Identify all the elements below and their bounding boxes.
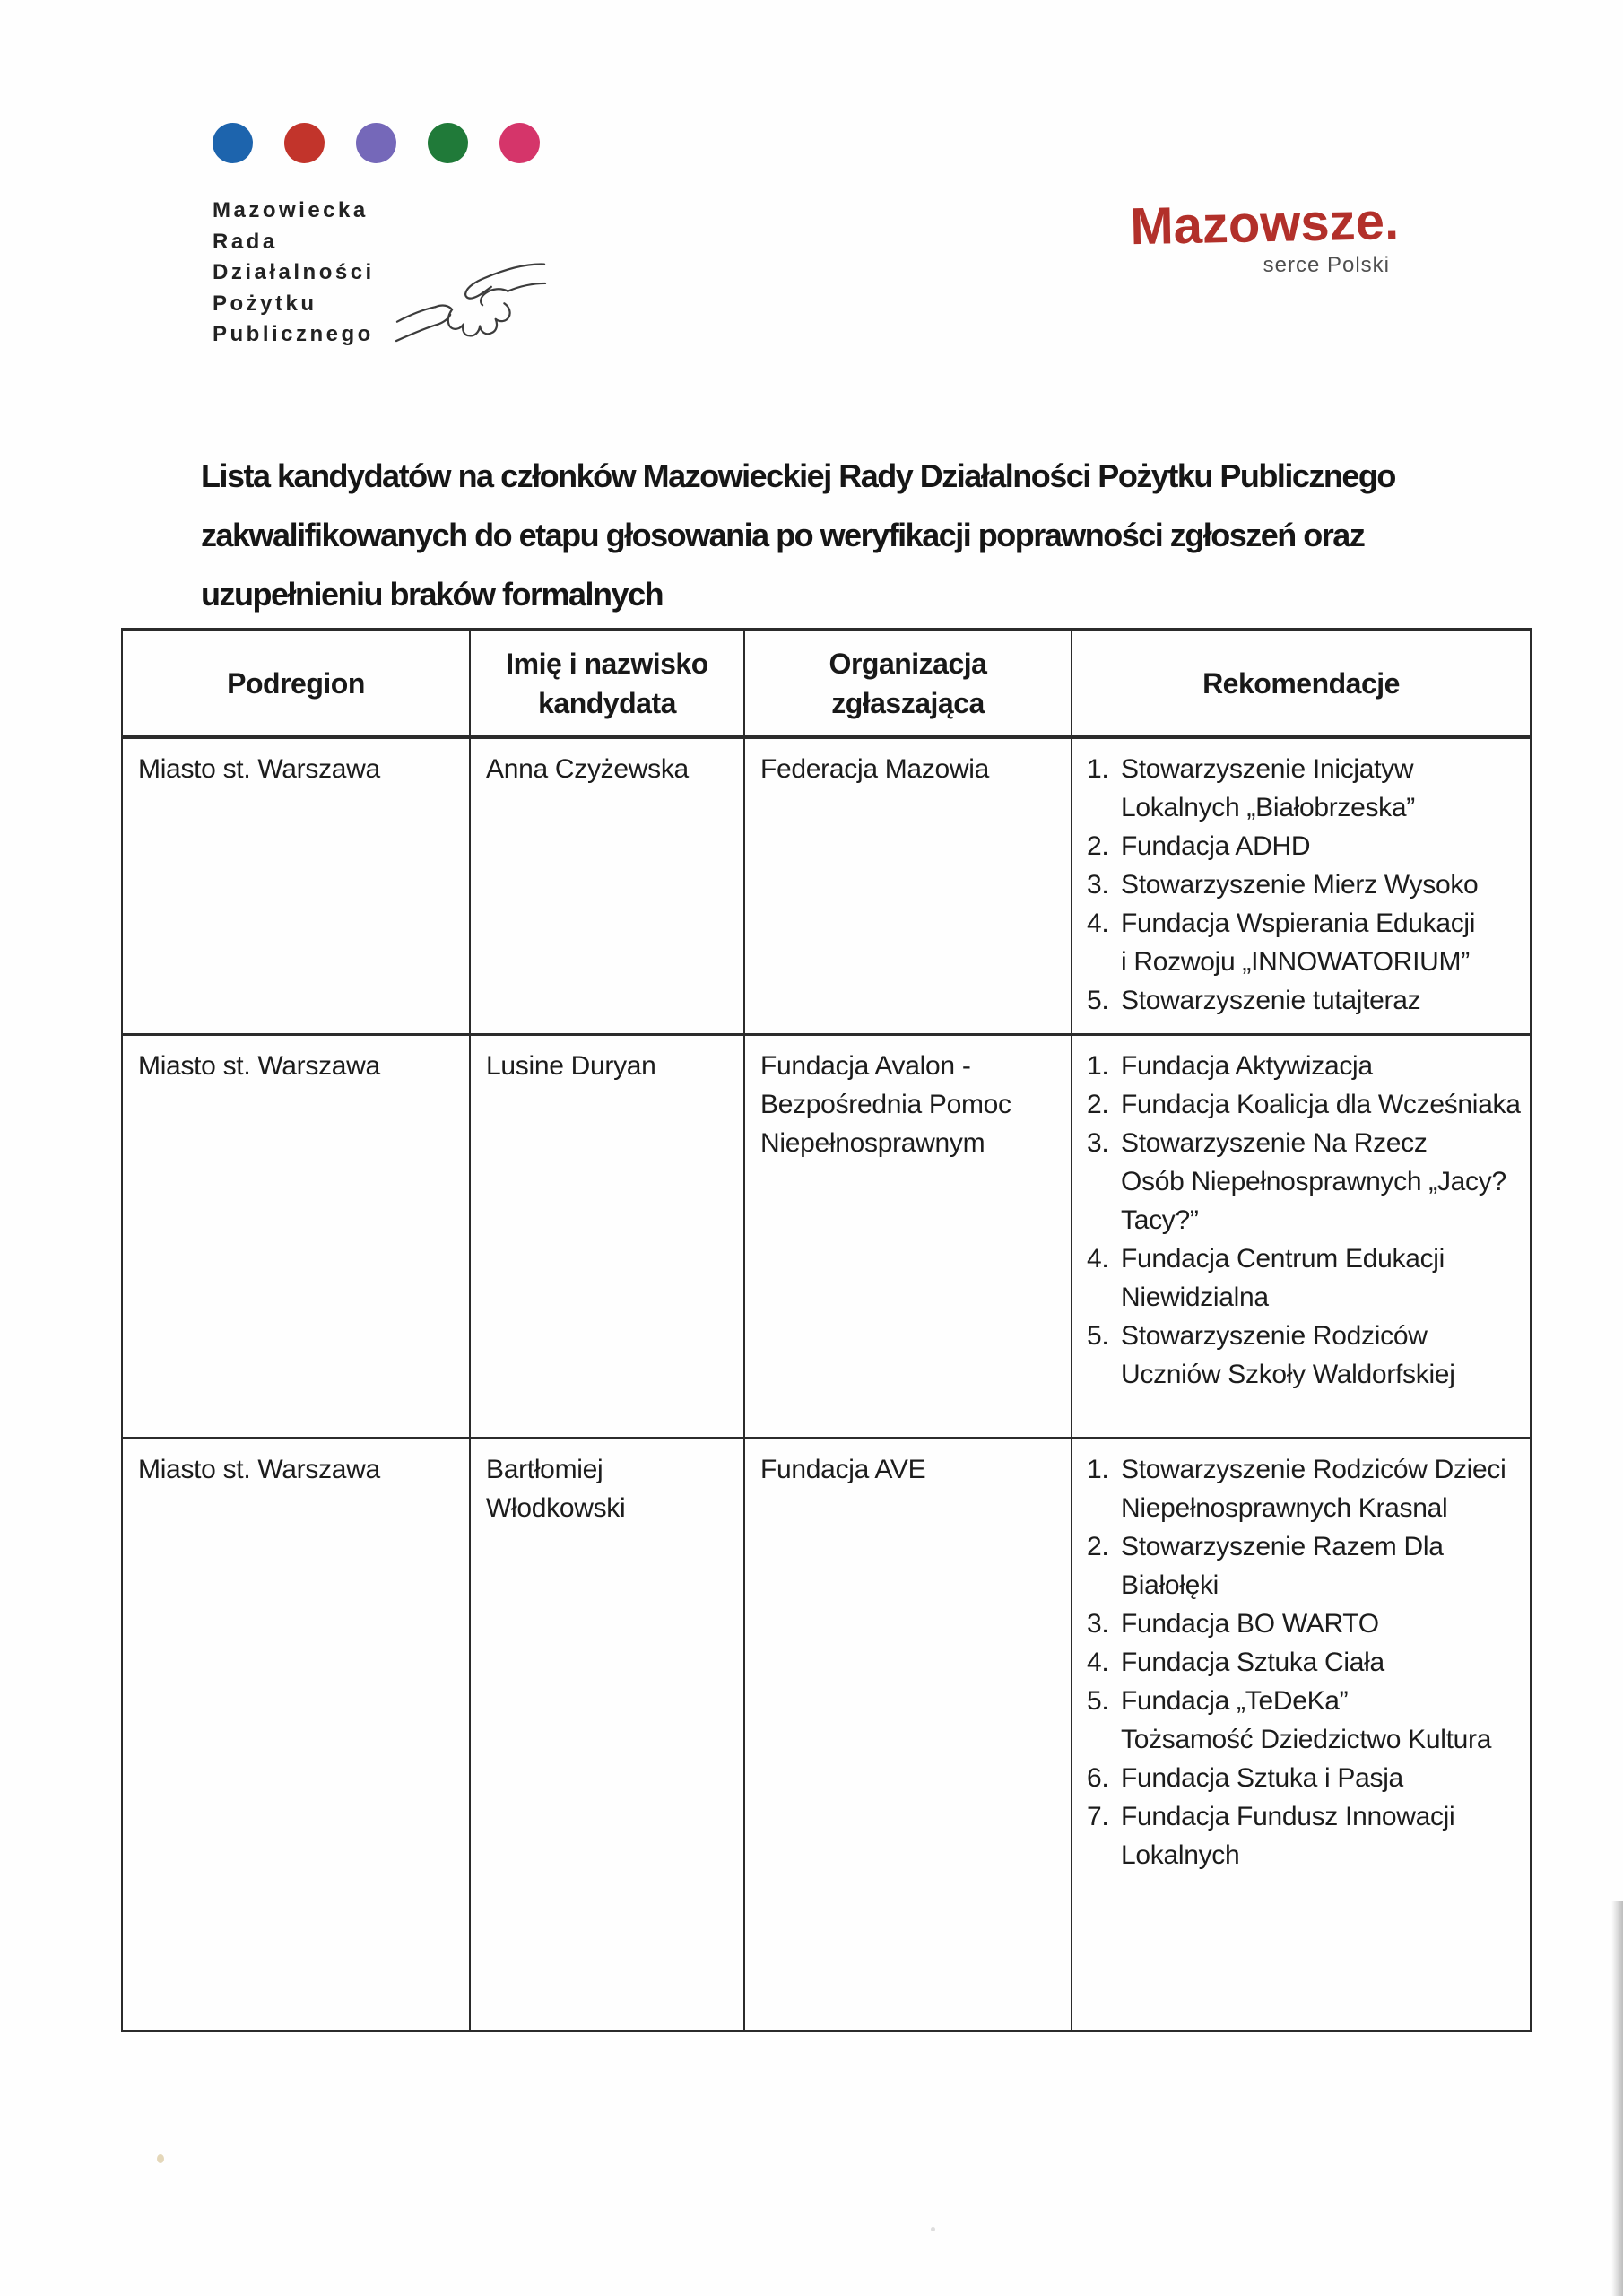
recommendation-item: Fundacja Koalicja dla Wcześniaka xyxy=(1121,1089,1521,1119)
recommendation-item: Fundacja „TeDeKa” Tożsamość Dziedzictwo Kultura xyxy=(1121,1685,1492,1754)
council-name-line: Rada xyxy=(213,229,278,254)
document-title-line: zakwalifikowanych do etapu głosowania po weryfikacji poprawności zgłoszeń oraz xyxy=(201,517,1365,553)
council-name-line: Publicznego xyxy=(213,322,374,346)
organization-cell: Federacja Mazowia xyxy=(744,737,1072,1034)
recommendations-list xyxy=(1078,750,1528,1020)
document-title xyxy=(201,447,1395,624)
recommendation-item: Fundacja BO WARTO xyxy=(1121,1608,1379,1639)
mazowsze-tagline: serce Polski xyxy=(1263,253,1390,277)
table-header-row xyxy=(122,630,1531,737)
logo-dot xyxy=(284,123,325,163)
candidate-cell: Bartłomiej Włodkowski xyxy=(470,1438,744,2031)
recommendation-item: Stowarzyszenie Mierz Wysoko xyxy=(1121,870,1479,900)
mazowsze-logo xyxy=(1022,192,1400,278)
council-name-line: Mazowiecka xyxy=(213,198,369,222)
organization-cell: Fundacja Avalon - Bezpośrednia Pomoc Niepełnosprawnym xyxy=(744,1034,1072,1438)
table-row xyxy=(122,737,1531,1034)
scan-edge-shadow xyxy=(1611,1901,1623,2296)
logo-dot xyxy=(356,123,396,163)
table-row xyxy=(122,1438,1531,2031)
recommendations-cell xyxy=(1072,1034,1531,1438)
recommendation-item: Fundacja ADHD xyxy=(1121,831,1311,861)
logo-dot xyxy=(213,123,253,163)
scan-speck xyxy=(157,2154,164,2163)
recommendation-item: Fundacja Sztuka Ciała xyxy=(1121,1647,1384,1677)
recommendations-cell xyxy=(1072,737,1531,1034)
recommendation-item: Stowarzyszenie tutajteraz xyxy=(1121,986,1421,1015)
recommendation-item: Fundacja Fundusz Innowacji Lokalnych xyxy=(1121,1801,1455,1870)
candidates-table xyxy=(121,628,1532,2032)
header-candidate: Imię i nazwisko kandydata xyxy=(470,630,744,737)
recommendation-item: Fundacja Sztuka i Pasja xyxy=(1121,1762,1403,1793)
table-row xyxy=(122,1034,1531,1438)
recommendation-item: Fundacja Centrum Edukacji Niewidzialna xyxy=(1121,1243,1445,1312)
podregion-cell: Miasto st. Warszawa xyxy=(122,1438,470,2031)
recommendation-item: Stowarzyszenie Inicjatyw Lokalnych „Białobrzeska” xyxy=(1121,754,1415,822)
logo-dot xyxy=(499,123,540,163)
candidate-cell: Anna Czyżewska xyxy=(470,737,744,1034)
mazowsze-brand-text: Mazowsze. xyxy=(1129,192,1400,257)
recommendation-item: Stowarzyszenie Rodziców Dzieci Niepełnosprawnych Krasnal xyxy=(1121,1454,1506,1523)
podregion-cell: Miasto st. Warszawa xyxy=(122,1034,470,1438)
recommendation-item: Fundacja Wspierania Edukacji i Rozwoju „INNOWATORIUM” xyxy=(1121,909,1476,977)
council-name-line: Działalności xyxy=(213,260,375,284)
podregion-cell: Miasto st. Warszawa xyxy=(122,737,470,1034)
scan-speck xyxy=(931,2227,935,2231)
organization-cell: Fundacja AVE xyxy=(744,1438,1072,2031)
header-recommendations: Rekomendacje xyxy=(1072,630,1531,737)
recommendation-item: Fundacja Aktywizacja xyxy=(1121,1050,1373,1081)
recommendations-list xyxy=(1078,1047,1528,1394)
recommendation-item: Stowarzyszenie Razem Dla Białołęki xyxy=(1121,1531,1444,1600)
handshake-icon xyxy=(395,238,547,356)
logo-dots xyxy=(213,123,540,163)
recommendation-item: Stowarzyszenie Na Rzecz Osób Niepełnosprawnych „Jacy? Tacy?” xyxy=(1121,1127,1506,1235)
logo-dot xyxy=(428,123,468,163)
header-organization: Organizacja zgłaszająca xyxy=(744,630,1072,737)
recommendation-item: Stowarzyszenie Rodziców Uczniów Szkoły Waldorfskiej xyxy=(1121,1320,1455,1389)
table-body xyxy=(122,737,1531,2031)
council-name-line: Pożytku xyxy=(213,291,317,316)
candidate-cell: Lusine Duryan xyxy=(470,1034,744,1438)
document-title-line: uzupełnieniu braków formalnych xyxy=(201,576,664,613)
document-title-line: Lista kandydatów na członków Mazowieckiej Rady Działalności Pożytku Publicznego xyxy=(201,457,1395,494)
recommendations-cell xyxy=(1072,1438,1531,2031)
header-podregion: Podregion xyxy=(122,630,470,737)
recommendations-list xyxy=(1078,1450,1528,1874)
